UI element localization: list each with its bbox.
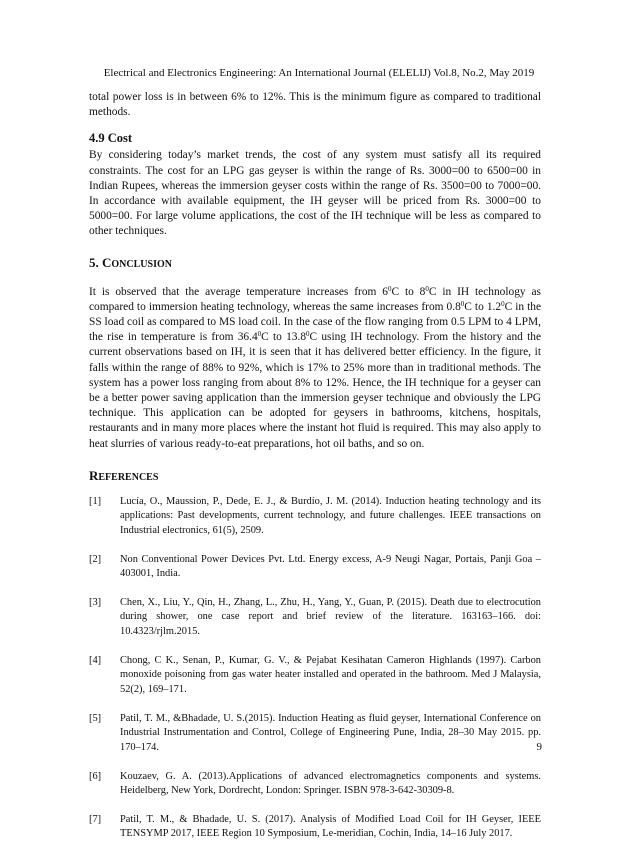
cost-paragraph: By considering today’s market trends, the cost of any system must satisfy all its required constraints. The cost for an LPG gas geyser is within the range of Rs. 3000=00 to 6500=00 in Indian Rupees, whereas the immersion geyser costs within the range of Rs. 3500=00 to 7000=00. In accordance with available equipment, the IH geyser will be priced from Rs. 3000=00 to 5000=00. For large volume applications, the cost of the IH technique will be less as compared to other techniques. xyxy=(89,149,541,238)
reference-text: Lucía, O., Maussion, P., Dede, E. J., & Burdío, J. M. (2014). Induction heating technology and its applications: Past developments, current technology, and future challenges. IEEE transactions on Industrial electronics, 61(5), 2509. xyxy=(120,495,541,536)
reference-list xyxy=(89,495,541,842)
reference-item xyxy=(89,712,541,755)
reference-text: Kouzaev, G. A. (2013).Applications of advanced electromagnetics components and systems. Heidelberg, New York, Dordrecht, London: Springer. ISBN 978-3-642-30309-8. xyxy=(120,770,541,796)
section-heading-cost: 4.9 Cost xyxy=(89,131,133,146)
reference-number: [3] xyxy=(89,597,102,609)
reference-text: Chen, X., Liu, Y., Qin, H., Zhang, L., Zhu, H., Yang, Y., Guan, P. (2015). Death due to electrocution during shower, one case report and brief review of the literature. 163163–166. doi: 10.4323/rjlm.2015. xyxy=(120,597,541,637)
references-heading-rest: EFERENCES xyxy=(98,471,159,483)
section-heading-conclusion xyxy=(89,255,541,273)
reference-number: [7] xyxy=(89,813,102,825)
reference-item xyxy=(89,770,541,799)
conclusion-heading-rest: ONCLUSION xyxy=(111,258,172,270)
reference-number: [6] xyxy=(89,770,102,782)
reference-text: Patil, T. M., & Bhadade, U. S. (2017). Analysis of Modified Load Coil for IH Geyser, IEEE TENSYMP 2017, IEEE Region 10 Symposium, Le-meridian, Cochin, India, 14–16 July 2017. xyxy=(120,813,541,840)
running-header: Electrical and Electronics Engineering: An International Journal (ELELIJ) Vol.8, No.2, May 2019 xyxy=(103,67,535,79)
reference-text: Patil, T. M., &Bhadade, U. S.(2015). Induction Heating as fluid geyser, International Conference on Industrial Instrumentation and Control, College of Engineering Pune, India, 28–30 May 2015. pp. 170–174. xyxy=(120,712,541,753)
reference-number: [5] xyxy=(89,712,102,724)
conclusion-heading-number: 5. C xyxy=(89,254,112,270)
reference-item xyxy=(89,596,541,639)
reference-number: [1] xyxy=(89,495,102,507)
reference-item xyxy=(89,495,541,538)
reference-item xyxy=(89,553,541,582)
conclusion-paragraph: It is observed that the average temperature increases from $6^0C$ to $8^0C$ in IH technology as compared to immersion heating technology, whereas the same increases from $0.8^0C$ to $1.2^0C$ in the SS load coil as compared to MS load coil. In the case of the flow ranging from 0.5 LPM to 4 LPM, the rise in temperature is from 36.4$^0$C to 13.8$^0$C using IH technology. From the history and the current observations based on IH, it is seen that it has delivered better efficiency. In the figure, it falls within the range of 88% to 92%, which is 17% to 25% more than in traditional methods. The system has a power loss ranging from about 8% to 12%. Hence, the IH technique for a geyser can be a better power saving application than the immersion geyser technique and obviously the LPG technique. This application can be adopted for geysers in bathrooms, kitchens, hospitals, restaurants and in many more places where the instant hot fluid is required. This may also apply to heat slurries of various ready-to-eat preparations, hot oil baths, and so on. xyxy=(89,284,541,450)
reference-text: Chong, C K., Senan, P., Kumar, G. V., & Pejabat Kesihatan Cameron Highlands (1997). Carbon monoxide poisoning from gas water heater installed and operated in the bathroom. Med J Malaysia, 52(2), 169–171. xyxy=(120,654,541,695)
page-body xyxy=(89,90,541,856)
section-heading-references xyxy=(89,468,541,486)
reference-item xyxy=(89,654,541,697)
page-number: 9 xyxy=(536,741,542,753)
reference-item xyxy=(89,813,541,842)
intro-paragraph: total power loss is in between 6% to 12%. This is the minimum figure as compared to traditional methods. xyxy=(89,91,541,119)
reference-number: [2] xyxy=(89,553,102,565)
reference-text: Non Conventional Power Devices Pvt. Ltd. Energy excess, A-9 Neugi Nagar, Portais, Panji Goa – 403001, India. xyxy=(120,553,541,580)
references-heading-first: R xyxy=(89,467,99,483)
reference-number: [4] xyxy=(89,654,102,666)
